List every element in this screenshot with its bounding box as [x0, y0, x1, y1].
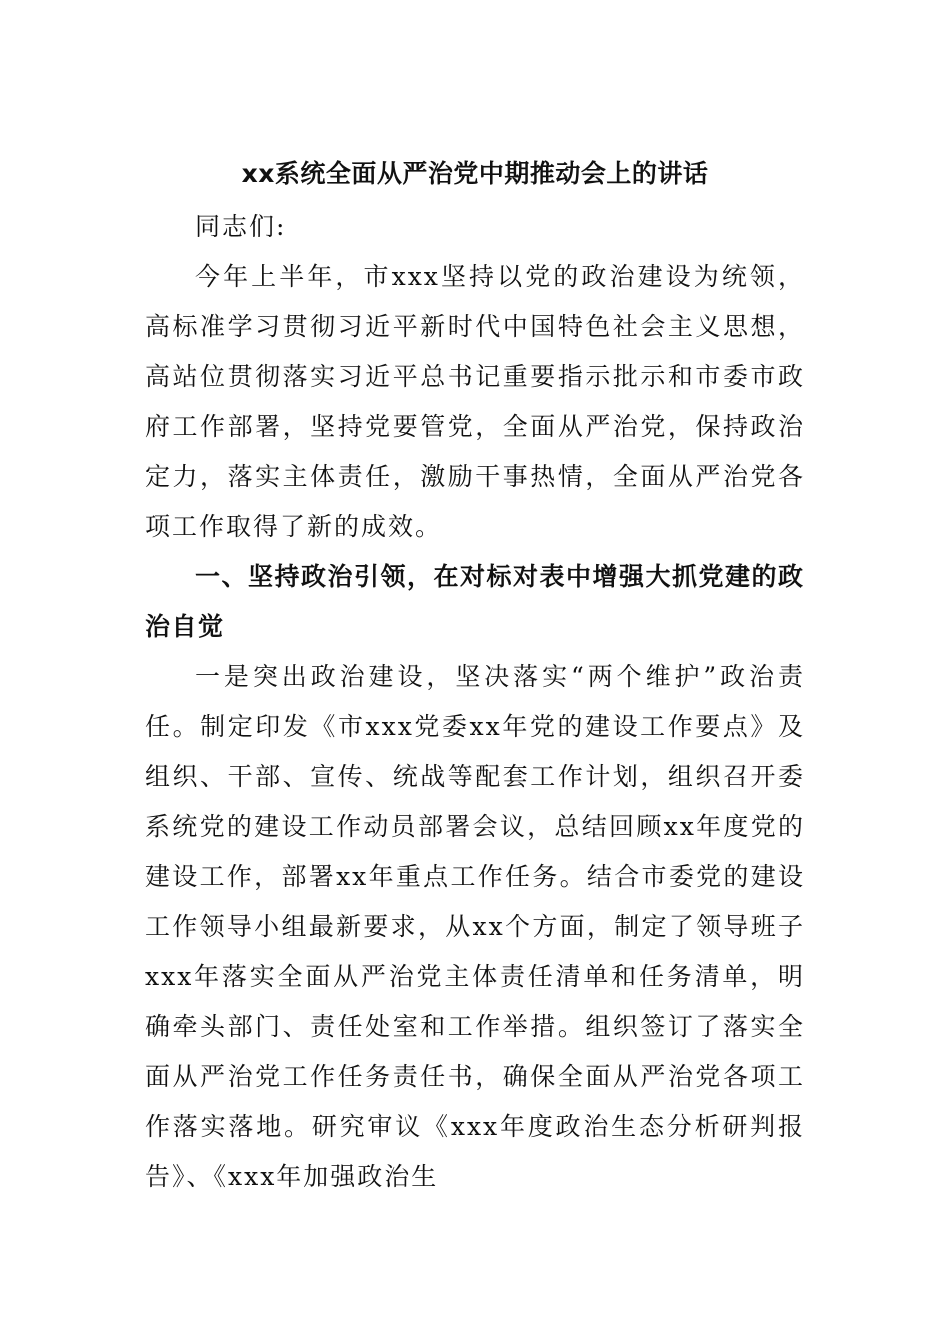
document-title: xx系统全面从严治党中期推动会上的讲话 [241, 159, 709, 188]
intro-paragraph: 今年上半年，市xxx坚持以党的政治建设为统领，高标准学习贯彻习近平新时代中国特色社会主义思想，高站位贯彻落实习近平总书记重要指示批示和市委市政府工作部署，坚持党要管党，全面从严治党，保持政治定力，落实主体责任，激励干事热情，全面从严治党各项工作取得了新的成效。 [145, 262, 805, 541]
section-paragraph: 一是突出政治建设，坚决落实“两个维护”政治责任。制定印发《市xxx党委xx年党的建设工作要点》及组织、干部、宣传、统战等配套工作计划，组织召开委系统党的建设工作动员部署会议，总结回顾xx年度党的建设工作，部署xx年重点工作任务。结合市委党的建设工作领导小组最新要求，从xx个方面，制定了领导班子xxx年落实全面从严治党主体责任清单和任务清单，明确牵头部门、责任处室和工作举措。组织签订了落实全面从严治党工作任务责任书，确保全面从严治党各项工作落实落地。研究审议《xxx年度政治生态分析研判报告》、《xxx年加强政治生 [145, 662, 805, 1191]
document-body [145, 202, 805, 1202]
salutation: 同志们: [195, 212, 287, 241]
section-heading: 一、坚持政治引领，在对标对表中增强大抓党建的政治自觉 [145, 562, 805, 641]
